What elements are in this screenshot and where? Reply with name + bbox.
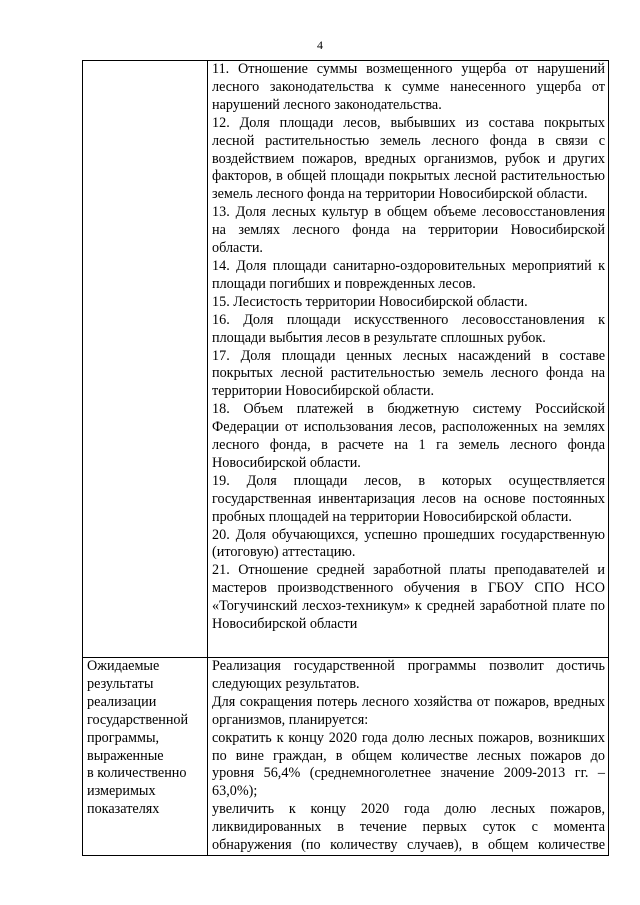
indicator-item: 20. Доля обучающихся, успешно прошедших государственную (итоговую) аттестацию.	[212, 526, 605, 561]
results-paragraph: увеличить к концу 2020 года долю лесных пожаров, ликвидированных в течение первых суток с момента обнаружения (по количеству случаев), в общем количестве	[212, 801, 605, 854]
label-line: Ожидаемые	[87, 658, 160, 674]
label-line: в количественно	[87, 765, 187, 782]
label-line: выраженные	[87, 747, 164, 764]
indicator-item: 15. Лесистость территории Новосибирской области.	[212, 293, 528, 310]
label-line: измеримых	[87, 783, 156, 800]
label-line: программы,	[87, 729, 160, 746]
page-number: 4	[317, 38, 323, 52]
indicators-list-cell	[208, 61, 609, 658]
indicator-item: 21. Отношение средней заработной платы преподавателей и мастеров производственного обучения в ГБОУ СПО НСО «Тогучинский лесхоз-техникум» к средней заработной плате по Новосибирской области	[212, 562, 605, 633]
expected-results-text-cell	[208, 658, 609, 856]
indicator-item: 12. Доля площади лесов, выбывших из состава покрытых лесной растительностью земель лесного фонда в связи с воздействием пожаров, вредных организмов, рубок и других факторов, в общей площади покрытых лесной растительностью земель лесного фонда на территории Новосибирской области.	[212, 114, 605, 203]
row-label-cell-empty	[83, 61, 208, 658]
table-row-expected-results	[83, 658, 609, 856]
expected-results-label-cell	[83, 658, 208, 856]
label-line: реализации	[87, 693, 157, 710]
label-line: государственной	[87, 711, 189, 728]
indicator-item: 11. Отношение суммы возмещенного ущерба от нарушений лесного законодательства к сумме нанесенного ущерба от нарушений лесного законодательства.	[212, 61, 605, 113]
label-line: результаты	[87, 675, 154, 692]
indicator-item: 16. Доля площади искусственного лесовосстановления к площади выбытия лесов в результате сплошных рубок.	[212, 311, 605, 346]
table-row-indicators	[83, 61, 609, 658]
indicator-item: 19. Доля площади лесов, в которых осуществляется государственная инвентаризация лесов на основе постоянных пробных площадей на территории Новосибирской области.	[212, 472, 605, 525]
indicator-item: 14. Доля площади санитарно-оздоровительных мероприятий к площади погибших и поврежденных лесов.	[212, 257, 605, 292]
label-line: показателях	[87, 801, 160, 818]
results-paragraph: Реализация государственной программы позволит достичь следующих результатов.	[212, 658, 605, 692]
indicator-item: 18. Объем платежей в бюджетную систему Российской Федерации от использования лесов, расположенных на землях лесного фонда, в расчете на 1 га земель лесного фонда Новосибирской области.	[212, 401, 605, 471]
results-paragraph: Для сокращения потерь лесного хозяйства от пожаров, вредных организмов, планируется:	[212, 693, 605, 728]
results-paragraph: сократить к концу 2020 года долю лесных пожаров, возникших по вине граждан, в общем количестве лесных пожаров до уровня 56,4% (среднемноголетнее значение 2009-2013 гг. – 63,0%);	[212, 729, 605, 800]
program-passport-table	[82, 60, 609, 856]
indicator-item: 13. Доля лесных культур в общем объеме лесовосстановления на землях лесного фонда на территории Новосибирской области.	[212, 204, 605, 257]
indicator-item: 17. Доля площади ценных лесных насаждений в составе покрытых лесной растительностью земель лесного фонда на территории Новосибирской области.	[212, 347, 605, 400]
